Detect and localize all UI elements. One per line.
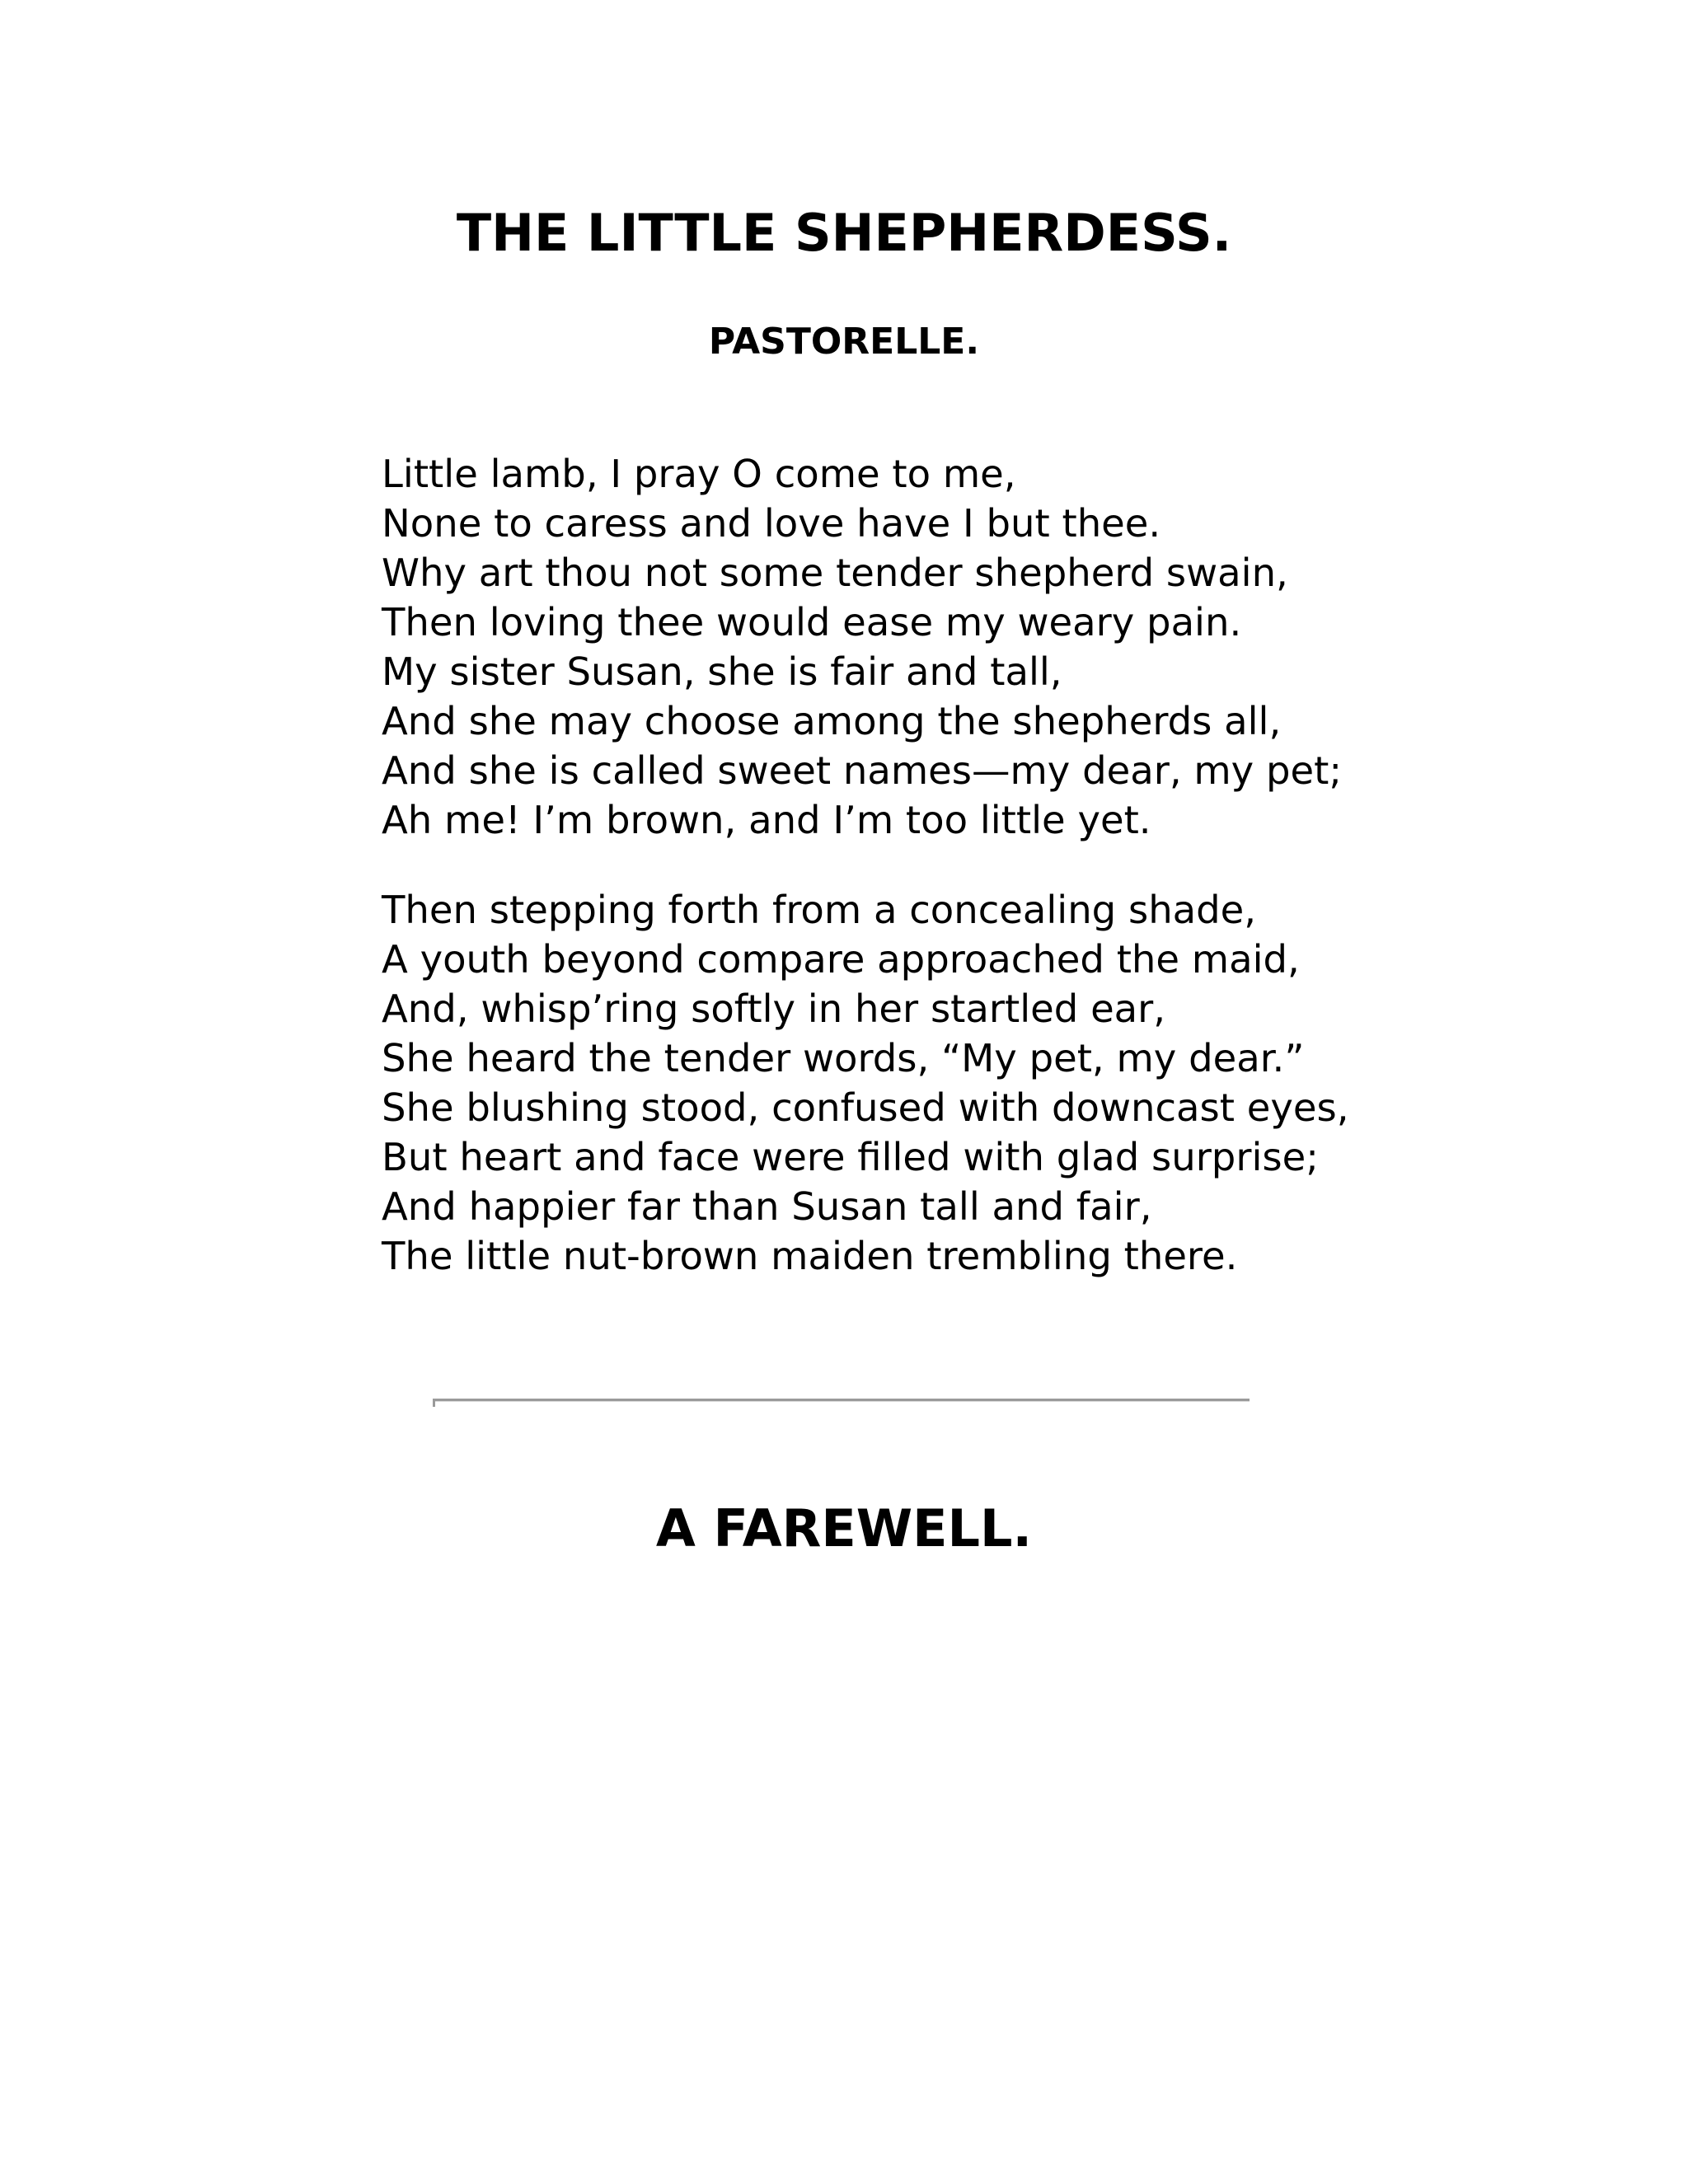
poem-line: But heart and face were filled with glad surprise; xyxy=(382,1135,1319,1179)
poem-title: THE LITTLE SHEPHERDESS. xyxy=(456,203,1232,263)
poem-line: And she may choose among the shepherds all, xyxy=(382,699,1282,743)
poem-line: A youth beyond compare approached the maid, xyxy=(382,937,1300,982)
poem-line: And happier far than Susan tall and fair, xyxy=(382,1184,1152,1229)
poem-line: She blushing stood, confused with downcast eyes, xyxy=(382,1085,1349,1130)
poem-line: She heard the tender words, “My pet, my dear.” xyxy=(382,1036,1305,1080)
stanza-2 xyxy=(382,885,1618,1281)
poem-line: Little lamb, I pray O come to me, xyxy=(382,452,1016,496)
poem-line: Then loving thee would ease my weary pain. xyxy=(382,600,1242,644)
poem-line: None to caress and love have I but thee. xyxy=(382,501,1161,546)
poem-line: Why art thou not some tender shepherd swain, xyxy=(382,551,1288,595)
section-divider xyxy=(433,1399,1250,1402)
poem-subtitle: PASTORELLE. xyxy=(708,321,980,363)
stanza-1 xyxy=(382,449,1618,845)
poem-line: Then stepping forth from a concealing shade, xyxy=(382,888,1257,932)
poem-line: And she is called sweet names—my dear, my pet; xyxy=(382,748,1342,793)
poem-line: Ah me! I’m brown, and I’m too little yet. xyxy=(382,798,1151,842)
poem-line: The little nut-brown maiden trembling there. xyxy=(382,1234,1238,1278)
next-poem-title: A FAREWELL. xyxy=(655,1498,1033,1558)
poem-line: And, whisp’ring softly in her startled ear, xyxy=(382,987,1166,1031)
poem-line: My sister Susan, she is fair and tall, xyxy=(382,649,1062,694)
